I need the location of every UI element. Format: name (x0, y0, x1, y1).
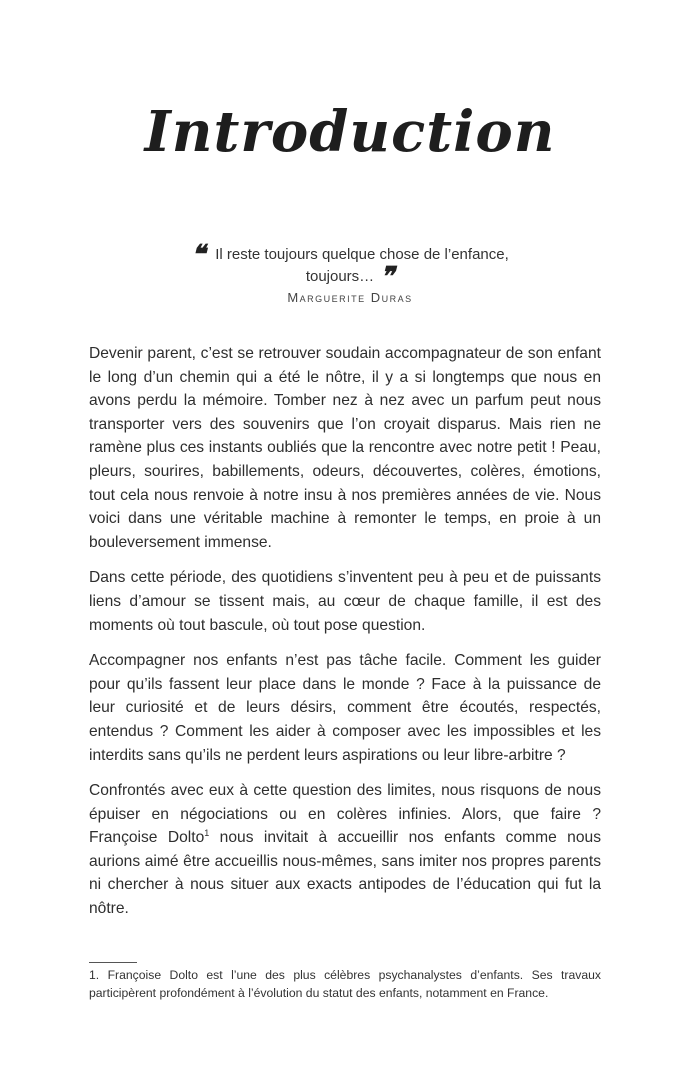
footnote: 1. Françoise Dolto est l’une des plus célèbres psychanalystes d’enfants. Ses travaux participèrent profondément à l’évolution du statut des enfants, notamment en France. (89, 968, 601, 1000)
footnote-reference[interactable]: 1 (204, 828, 210, 839)
chapter-title: Introduction (144, 99, 556, 165)
epigraph-quote (0, 240, 700, 292)
paragraph-1: Devenir parent, c’est se retrouver soudain accompagnateur de son enfant le long d’un chemin qui a été le nôtre, il y a si longtemps que nous en avons perdu la mémoire. Tomber nez à nez avec un parfum peut nous transporter vers des souvenirs que l’on croyait disparus. Mais rien ne ramène plus ces instants oubliés que la rencontre avec notre petit ! Peau, pleurs, sourires, babillements, odeurs, découvertes, colères, émotions, tout cela nous renvoie à notre insu à nos premières années de vie. Nous voici dans une véritable machine à remonter le temps, en proie à un bouleversement immense. (89, 345, 601, 551)
open-quote-icon: ❝ (191, 240, 206, 270)
paragraph-4-text-a: Confrontés avec eux à cette question des limites, nous risquons de nous épuiser en négociations ou en colères infinies. Alors, que faire ? Françoise Dolto (89, 782, 601, 847)
epigraph (0, 240, 700, 308)
footnote-divider (89, 962, 137, 963)
paragraph-3: Accompagner nos enfants n’est pas tâche facile. Comment les guider pour qu’ils fassent leur place dans le monde ? Face à la puissance de leur curiosité et de leurs désirs, comment être écoutés, respectés, entendus ? Comment les aider à composer avec les impossibles et les interdits sans qu’ils ne perdent leurs aspirations ou leur libre-arbitre ? (89, 652, 601, 764)
epigraph-line-1: Il reste toujours quelque chose de l’enfance, (215, 246, 509, 263)
paragraph-4 (89, 779, 601, 921)
paragraph-2: Dans cette période, des quotidiens s’inventent peu à peu et de puissants liens d’amour se tissent mais, au cœur de chaque famille, il est des moments où tout bascule, où tout pose question. (89, 569, 601, 634)
paragraph-4-text-b: nous invitait à accueillir nos enfants comme nous aurions aimé être accueillis nous-mêmes, sans imiter nos propres parents ni chercher à nous situer aux exacts antipodes de l’éducation qui fut la nôtre. (89, 829, 601, 918)
epigraph-author: Marguerite Duras (287, 290, 413, 305)
epigraph-line-2: toujours… (305, 268, 375, 285)
close-quote-icon: ❞ (380, 262, 395, 292)
body-text (89, 342, 601, 933)
